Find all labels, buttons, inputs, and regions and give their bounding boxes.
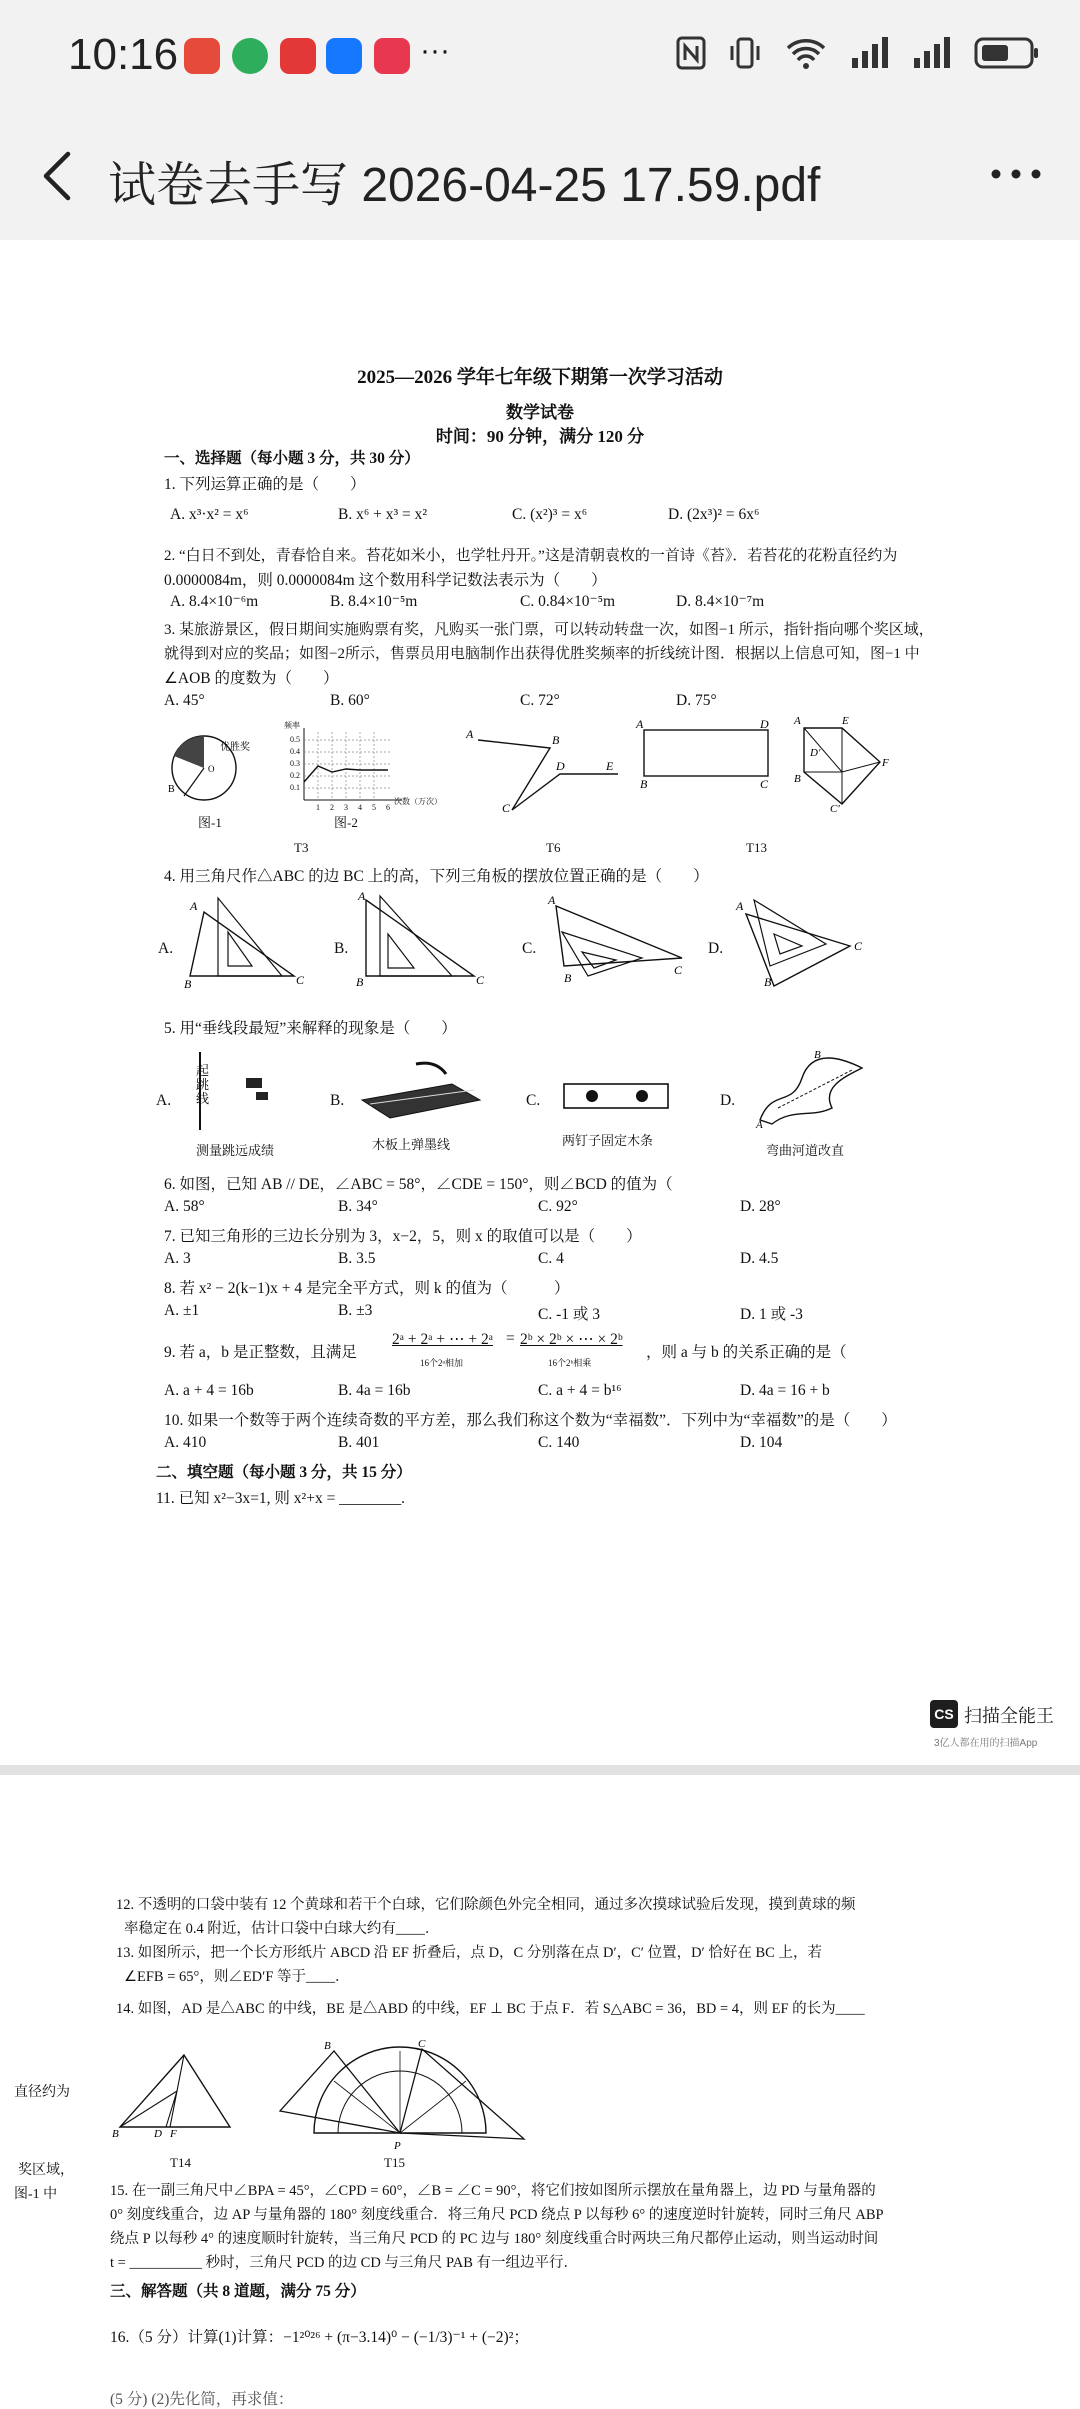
- q1-option-a: A. x³·x² = x⁶: [170, 506, 249, 523]
- q2-option-c: C. 0.84×10⁻⁵m: [520, 593, 616, 610]
- t13-label: T13: [746, 840, 767, 855]
- q2-option-a: A. 8.4×10⁻⁶m: [170, 593, 259, 610]
- svg-text:D′: D′: [810, 747, 821, 759]
- q6-option-c: C. 92°: [538, 1198, 578, 1215]
- svg-text:C: C: [854, 939, 863, 953]
- svg-text:6: 6: [386, 803, 390, 812]
- svg-text:0.1: 0.1: [290, 783, 300, 792]
- q5-figure-c-nails: [562, 1080, 672, 1114]
- q4-text: 4. 用三角尺作△ABC 的边 BC 上的高，下列三角板的摆放位置正确的是（ ）: [164, 868, 709, 885]
- q5-caption-b: 木板上弹墨线: [372, 1137, 451, 1152]
- svg-text:A: A: [466, 727, 474, 741]
- q9-text-prefix: 9. 若 a，b 是正整数，且满足: [164, 1344, 357, 1361]
- svg-text:A: A: [358, 889, 366, 903]
- q7-option-b: B. 3.5: [338, 1250, 376, 1267]
- camscanner-logo-icon: CS: [930, 1700, 958, 1728]
- svg-text:B: B: [324, 2040, 331, 2052]
- svg-text:A: A: [548, 893, 556, 907]
- q10-option-a: A. 410: [164, 1434, 207, 1451]
- q8-option-d: D. 1 或 -3: [740, 1306, 803, 1323]
- watermark-subtitle: 3亿人都在用的扫描App: [934, 1738, 1038, 1749]
- q9-text-suffix: ，则 a 与 b 的关系正确的是（: [646, 1344, 847, 1361]
- section-2-heading: 二、填空题（每小题 3 分，共 15 分）: [156, 1464, 412, 1481]
- q5-caption-d: 弯曲河道改直: [766, 1143, 845, 1158]
- q9-product-note: 16个2ᵇ相乘: [548, 1358, 592, 1368]
- q7-option-c: C. 4: [538, 1250, 564, 1267]
- svg-text:F: F: [170, 2128, 177, 2140]
- q17-partial-text: (5 分) (2)先化简，再求值：: [110, 2391, 294, 2408]
- t13-folded-figure: [790, 714, 900, 814]
- exam-time-score: 时间：90 分钟，满分 120 分: [435, 427, 645, 446]
- svg-text:A: A: [190, 899, 198, 913]
- svg-text:F: F: [882, 757, 889, 769]
- q4-option-c: C.: [522, 940, 537, 957]
- pdf-page-1: [0, 240, 1080, 1765]
- q8-text: 8. 若 x² − 2(k−1)x + 4 是完全平方式，则 k 的值为（ ）: [164, 1280, 570, 1297]
- q5-option-a: A.: [156, 1092, 172, 1109]
- back-arrow-icon[interactable]: [36, 148, 86, 204]
- vibrate-icon: [728, 36, 762, 70]
- svg-text:A: A: [636, 717, 644, 731]
- t14-label: T14: [170, 2155, 191, 2170]
- app-notification-icon-3: [280, 38, 316, 74]
- q9-sum-note: 16个2ᵃ相加: [420, 1358, 463, 1368]
- svg-text:B: B: [112, 2128, 119, 2140]
- q9-option-d: D. 4a = 16 + b: [740, 1382, 830, 1399]
- svg-text:B: B: [814, 1049, 821, 1061]
- status-bar: [0, 0, 1080, 110]
- q5-text: 5. 用“垂线段最短”来解释的现象是（ ）: [164, 1020, 457, 1037]
- q5-option-c: C.: [526, 1092, 541, 1109]
- q13-text-line-1: 13. 如图所示，把一个长方形纸片 ABCD 沿 EF 折叠后，点 D，C 分别落在点 D′，C′ 位置，D′ 恰好在 BC 上，若: [116, 1945, 822, 1961]
- app-notification-icon-5: [374, 38, 410, 74]
- alipay-icon: [326, 38, 362, 74]
- svg-text:D: D: [556, 759, 565, 773]
- svg-text:P: P: [394, 2140, 401, 2152]
- svg-text:B: B: [356, 975, 364, 989]
- exam-header-title: 2025—2026 学年七年级下期第一次学习活动: [357, 367, 723, 388]
- t3-label: T3: [294, 840, 309, 855]
- q5-option-b: B.: [330, 1092, 345, 1109]
- svg-text:C: C: [476, 973, 485, 987]
- svg-text:C: C: [674, 963, 683, 977]
- page-1-overflow-fragment-2: 奖区域，: [18, 2163, 74, 2178]
- svg-text:0.3: 0.3: [290, 759, 300, 768]
- t15-label: T15: [384, 2155, 405, 2170]
- q13-text-line-2: ∠EFB = 65°，则∠ED′F 等于____．: [124, 1969, 350, 1985]
- q6-text: 6. 如图，已知 AB // DE，∠ABC = 58°，∠CDE = 150°，则∠BCD 的值为（: [164, 1176, 673, 1193]
- q9-option-c: C. a + 4 = b¹⁶: [538, 1382, 622, 1399]
- q3-text-line-3: ∠AOB 的度数为（ ）: [164, 670, 339, 687]
- pdf-page-2: [0, 1775, 1080, 2408]
- q10-text: 10. 如果一个数等于两个连续奇数的平方差，那么我们称这个数为“幸福数”．下列中为“幸福数”的是（ ）: [164, 1412, 897, 1429]
- more-options-icon[interactable]: [986, 164, 1046, 184]
- svg-text:D: D: [154, 2128, 162, 2140]
- figure-2-caption: 图-2: [334, 815, 358, 830]
- t6-label: T6: [546, 840, 561, 855]
- svg-text:E: E: [606, 759, 614, 773]
- q2-option-b: B. 8.4×10⁻⁵m: [330, 593, 418, 610]
- q3-option-c: C. 72°: [520, 692, 560, 709]
- q12-text-line-1: 12. 不透明的口袋中装有 12 个黄球和若干个白球，它们除颜色外完全相同，通过多次摸球试验后发现，摸到黄球的频: [116, 1897, 856, 1913]
- page-separator: [0, 1765, 1080, 1775]
- status-time: 10:16: [68, 30, 179, 79]
- q7-text: 7. 已知三角形的三边长分别为 3，x−2，5，则 x 的取值可以是（ ）: [164, 1228, 642, 1245]
- q3-text-line-1: 3. 某旅游景区，假日期间实施购票有奖，凡购买一张门票，可以转动转盘一次，如图−1 所示，指针指向哪个奖区域，: [164, 622, 934, 638]
- svg-text:B: B: [184, 977, 192, 991]
- t14-triangle-figure: [110, 2047, 240, 2140]
- q12-text-line-2: 率稳定在 0.4 附近，估计口袋中白球大约有____．: [124, 1921, 440, 1937]
- q1-option-b: B. x⁶ + x³ = x²: [338, 506, 428, 523]
- svg-text:E: E: [842, 715, 849, 727]
- q8-option-b: B. ±3: [338, 1302, 373, 1319]
- status-indicators: [676, 36, 1040, 70]
- q3-option-b: B. 60°: [330, 692, 370, 709]
- svg-text:B: B: [794, 773, 801, 785]
- t13-folding-rectangle: [636, 717, 776, 791]
- q10-option-d: D. 104: [740, 1434, 783, 1451]
- q2-text-line-2: 0.0000084m，则 0.0000084m 这个数用科学记数法表示为（ ）: [164, 572, 607, 589]
- svg-text:C: C: [502, 801, 511, 815]
- wifi-icon: [784, 36, 828, 70]
- q9-product-expression: 2ᵇ × 2ᵇ × ⋯ × 2ᵇ: [520, 1331, 623, 1348]
- svg-text:B: B: [552, 733, 560, 747]
- svg-text:C: C: [418, 2038, 426, 2050]
- q5-caption-c: 两钉子固定木条: [562, 1133, 654, 1148]
- signal-icon-2: [912, 36, 952, 70]
- app-bar: [0, 110, 1080, 240]
- svg-text:D: D: [760, 717, 769, 731]
- q15-text-line-3: 绕点 P 以每秒 4° 的速度顺时针旋转，当三角尺 PCD 的 PC 边与 180° 刻度线重合时两块三角尺都停止运动，则当运动时间: [110, 2231, 879, 2247]
- page-1-overflow-fragment-1: 直径约为: [14, 2085, 70, 2100]
- q4-figure-b: [356, 890, 496, 990]
- page-1-overflow-fragment-3: 图-1 中: [14, 2187, 58, 2202]
- app-notification-icon-1: [184, 38, 220, 74]
- q1-option-d: D. (2x³)² = 6x⁶: [668, 506, 760, 523]
- svg-text:C: C: [296, 973, 305, 987]
- figure-1-spinner: [164, 730, 264, 810]
- q4-figure-c: [542, 892, 692, 988]
- app-notification-icon-2: [232, 38, 268, 74]
- q16-text: 16.（5 分）计算(1)计算：−1²⁰²⁶ + (π−3.14)⁰ − (−1/3)⁻¹ + (−2)²；: [110, 2329, 529, 2346]
- section-1-heading: 一、选择题（每小题 3 分，共 30 分）: [164, 450, 420, 467]
- figure-1-caption: 图-1: [198, 815, 222, 830]
- svg-text:5: 5: [372, 803, 376, 812]
- q8-option-a: A. ±1: [164, 1302, 200, 1319]
- svg-text:A: A: [756, 1119, 763, 1131]
- nfc-icon: [676, 36, 706, 70]
- q4-figure-a: [184, 892, 314, 991]
- svg-text:O: O: [208, 764, 215, 774]
- q8-option-c: C. -1 或 3: [538, 1306, 601, 1323]
- svg-text:频率: 频率: [284, 721, 300, 730]
- q9-option-a: A. a + 4 = 16b: [164, 1382, 254, 1399]
- signal-icon-1: [850, 36, 890, 70]
- svg-text:A: A: [736, 899, 744, 913]
- watermark-name: 扫描全能王: [964, 1706, 1054, 1726]
- svg-text:B: B: [764, 975, 772, 989]
- q5-option-d: D.: [720, 1092, 736, 1109]
- q4-option-a: A.: [158, 940, 174, 957]
- q3-text-line-2: 就得到对应的奖品；如图−2所示，售票员用电脑制作出获得优胜奖频率的折线统计图．根据以上信息可知，图−1 中: [164, 646, 920, 662]
- t6-parallel-figure: [460, 724, 630, 814]
- svg-text:A: A: [794, 715, 801, 727]
- q6-option-a: A. 58°: [164, 1198, 205, 1215]
- q5-figure-b-board: [356, 1060, 486, 1130]
- more-notifications-icon: ···: [420, 34, 450, 67]
- q10-option-c: C. 140: [538, 1434, 580, 1451]
- q5-figure-d-river: [752, 1048, 872, 1131]
- q15-text-line-2: 0° 刻度线重合，边 AP 与量角器的 180° 刻度线重合．将三角尺 PCD 绕点 P 以每秒 6° 的速度逆时针旋转，同时三角尺 ABP: [110, 2207, 884, 2223]
- svg-text:1: 1: [316, 803, 320, 812]
- battery-icon: [974, 36, 1040, 70]
- q1-option-c: C. (x²)³ = x⁶: [512, 506, 588, 523]
- svg-text:C′: C′: [830, 803, 840, 815]
- exam-subject: 数学试卷: [506, 403, 574, 422]
- q9-option-b: B. 4a = 16b: [338, 1382, 411, 1399]
- q7-option-d: D. 4.5: [740, 1250, 779, 1267]
- svg-text:B: B: [564, 971, 572, 985]
- svg-text:3: 3: [344, 803, 348, 812]
- svg-text:C: C: [760, 777, 769, 791]
- svg-text:0.4: 0.4: [290, 747, 300, 756]
- q2-text-line-1: 2. “白日不到处，青春恰自来。苔花如米小，也学牡丹开。”这是清朝袁枚的一首诗《苔》．若苔花的花粉直径约为: [164, 548, 898, 564]
- svg-text:B: B: [640, 777, 648, 791]
- q14-text: 14. 如图，AD 是△ABC 的中线，BE 是△ABD 的中线，EF ⊥ BC 于点 F．若 S△ABC = 36，BD = 4，则 EF 的长为____: [116, 2001, 865, 2017]
- q10-option-b: B. 401: [338, 1434, 380, 1451]
- q4-figure-d: [730, 890, 870, 990]
- q9-equals: =: [506, 1330, 515, 1347]
- q6-option-d: D. 28°: [740, 1198, 781, 1215]
- svg-text:次数（万次）: 次数（万次）: [394, 797, 442, 806]
- q4-option-b: B.: [334, 940, 349, 957]
- document-title: 试卷去手写 2026-04-25 17.59.pdf: [108, 159, 821, 212]
- svg-text:0.2: 0.2: [290, 771, 300, 780]
- figure-2-frequency-chart: [282, 721, 442, 817]
- q15-text-line-1: 15. 在一副三角尺中∠BPA = 45°，∠CPD = 60°，∠B = ∠C = 90°，将它们按如图所示摆放在量角器上，边 PD 与量角器的: [110, 2183, 876, 2199]
- q6-option-b: B. 34°: [338, 1198, 378, 1215]
- q9-sum-expression: 2ᵃ + 2ᵃ + ⋯ + 2ᵃ: [392, 1331, 493, 1348]
- q5-jump-line-label: 起跳线: [196, 1063, 210, 1106]
- svg-text:4: 4: [358, 803, 362, 812]
- svg-text:2: 2: [330, 803, 334, 812]
- section-3-heading: 三、解答题（共 8 道题，满分 75 分）: [110, 2283, 366, 2300]
- q2-option-d: D. 8.4×10⁻⁷m: [676, 593, 765, 610]
- svg-text:0.5: 0.5: [290, 735, 300, 744]
- q11-text: 11. 已知 x²−3x=1, 则 x²+x = ________.: [156, 1490, 406, 1507]
- t15-protractor-figure: [274, 2038, 554, 2152]
- q15-text-line-4: t = __________ 秒时，三角尺 PCD 的边 CD 与三角尺 PAB 有一组边平行．: [110, 2255, 579, 2271]
- svg-text:B: B: [168, 784, 175, 795]
- q4-option-d: D.: [708, 940, 724, 957]
- q7-option-a: A. 3: [164, 1250, 191, 1267]
- q1-text: 1. 下列运算正确的是（ ）: [164, 476, 366, 493]
- svg-text:优胜奖: 优胜奖: [220, 742, 250, 753]
- q5-caption-a: 测量跳远成绩: [196, 1143, 275, 1158]
- q3-option-a: A. 45°: [164, 692, 205, 709]
- q3-option-d: D. 75°: [676, 692, 717, 709]
